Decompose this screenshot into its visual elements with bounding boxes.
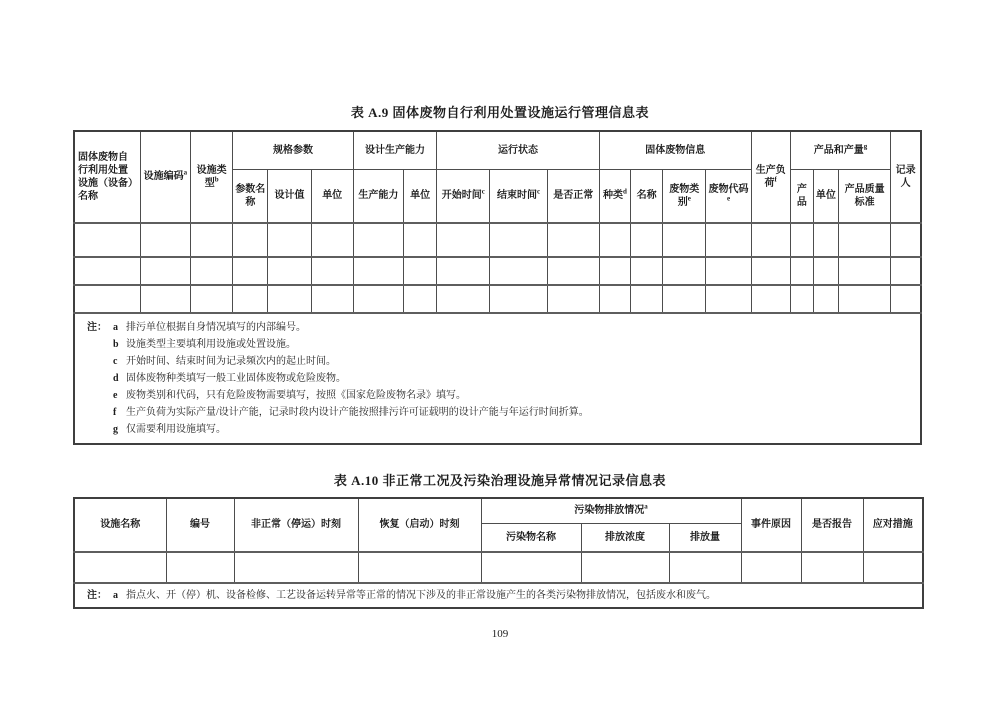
a9-empty-cell xyxy=(140,257,190,285)
note-marker: a xyxy=(113,322,118,333)
superscript-c: c xyxy=(481,187,485,196)
a9-col-product: 产品 xyxy=(790,169,813,223)
a10-col-recovery-start-time: 恢复（启动）时刻 xyxy=(358,498,481,552)
note-line xyxy=(87,353,914,370)
a9-empty-cell xyxy=(74,285,140,313)
a9-empty-cell xyxy=(268,257,311,285)
a10-col-emission-concentration: 排放浓度 xyxy=(581,523,669,552)
superscript-a: a xyxy=(644,502,648,511)
a10-group-emission: 污染物排放情况$^a$ xyxy=(481,498,741,523)
a9-empty-cell xyxy=(490,285,547,313)
a9-empty-cell xyxy=(353,257,403,285)
a9-empty-cell xyxy=(706,257,751,285)
a9-col-waste-code: 废物代码$^e$ xyxy=(706,169,751,223)
a9-empty-cell xyxy=(631,257,663,285)
note-line xyxy=(87,421,914,438)
a9-empty-cell xyxy=(140,223,190,257)
a9-empty-cell xyxy=(404,223,437,257)
a9-empty-cell xyxy=(790,223,813,257)
a9-empty-cell xyxy=(663,257,706,285)
note-marker: g xyxy=(113,424,118,435)
a10-col-facility-name: 设施名称 xyxy=(74,498,166,552)
a9-empty-cell xyxy=(191,223,233,257)
superscript-g: g xyxy=(863,142,868,151)
a9-empty-cell xyxy=(311,285,353,313)
a9-empty-row xyxy=(74,257,921,285)
a10-col-response-measures: 应对措施 xyxy=(863,498,923,552)
a9-empty-cell xyxy=(813,285,838,313)
a9-empty-cell xyxy=(353,285,403,313)
table-a10 xyxy=(73,497,924,609)
a9-empty-cell xyxy=(547,223,599,257)
note-line xyxy=(87,319,914,336)
a10-empty-cell xyxy=(863,552,923,583)
a10-col-is-reported: 是否报告 xyxy=(801,498,863,552)
a9-empty-cell xyxy=(74,223,140,257)
superscript-d: d xyxy=(623,187,627,196)
note-text: 生产负荷为实际产量/设计产能，记录时段内设计产能按照排污许可证载明的设计产能与年运行时间折算。 xyxy=(126,407,589,418)
note-line xyxy=(87,588,916,603)
note-marker: c xyxy=(113,356,118,367)
a9-empty-cell xyxy=(437,257,490,285)
a10-notes xyxy=(74,583,923,608)
a9-empty-cell xyxy=(891,285,921,313)
a9-empty-cell xyxy=(813,223,838,257)
a10-empty-cell xyxy=(166,552,234,583)
a10-notes-row xyxy=(74,583,923,608)
a9-empty-cell xyxy=(838,223,890,257)
a9-empty-row xyxy=(74,285,921,313)
a9-empty-cell xyxy=(437,223,490,257)
a9-empty-cell xyxy=(268,285,311,313)
a9-notes xyxy=(74,313,921,444)
note-marker: f xyxy=(113,407,117,418)
note-text: 指点火、开（停）机、设备检修、工艺设备运转异常等正常的情况下涉及的非正常设施产生的各类污染物排放情况，包括废水和废气。 xyxy=(126,590,716,601)
superscript-b: b xyxy=(214,175,219,184)
a9-empty-cell xyxy=(790,257,813,285)
table-a9-title: 表 A.9 固体废物自行利用处置设施运行管理信息表 xyxy=(350,105,650,120)
table-a9 xyxy=(73,130,922,445)
a9-empty-cell xyxy=(790,285,813,313)
note-label xyxy=(87,387,113,404)
a10-empty-cell xyxy=(741,552,801,583)
table-a10-title: 表 A.10 非正常工况及污染治理设施异常情况记录信息表 xyxy=(333,473,667,488)
a9-empty-cell xyxy=(490,223,547,257)
a9-col-is-normal: 是否正常 xyxy=(547,169,599,223)
a9-col-product-unit: 单位 xyxy=(813,169,838,223)
a9-empty-cell xyxy=(353,223,403,257)
a9-col-facility-code: 设施编码$^a$ xyxy=(140,131,190,223)
a9-empty-cell xyxy=(891,257,921,285)
a9-empty-cell xyxy=(838,285,890,313)
page-number: 109 xyxy=(491,628,509,640)
note-marker: e xyxy=(113,390,118,401)
a9-empty-cell xyxy=(706,285,751,313)
note-label xyxy=(87,353,113,370)
a9-col-waste-name: 名称 xyxy=(631,169,663,223)
a9-empty-cell xyxy=(437,285,490,313)
note-label xyxy=(87,404,113,421)
a9-empty-cell xyxy=(140,285,190,313)
a9-empty-cell xyxy=(838,257,890,285)
a9-empty-cell xyxy=(813,257,838,285)
a10-col-event-cause: 事件原因 xyxy=(741,498,801,552)
note-label xyxy=(87,336,113,353)
a9-empty-cell xyxy=(706,223,751,257)
note-line xyxy=(87,370,914,387)
superscript-f: f xyxy=(774,175,777,184)
a9-col-facility-name: 固体废物自行利用处置设施（设备）名称 xyxy=(74,131,140,223)
a9-col-capacity: 生产能力 xyxy=(353,169,403,223)
a9-col-start-time: 开始时间$^c$ xyxy=(437,169,490,223)
a9-group-product-output: 产品和产量$^g$ xyxy=(790,131,890,169)
a9-col-facility-type: 设施类型$^b$ xyxy=(191,131,233,223)
a9-col-recorder: 记录人 xyxy=(891,131,921,223)
note-text: 废物类别和代码，只有危险废物需要填写，按照《国家危险废物名录》填写。 xyxy=(126,390,466,401)
note-label xyxy=(87,370,113,387)
note-line xyxy=(87,336,914,353)
a9-empty-row xyxy=(74,223,921,257)
a9-empty-cell xyxy=(490,257,547,285)
a9-empty-cell xyxy=(74,257,140,285)
a9-col-capacity-unit: 单位 xyxy=(404,169,437,223)
note-label: 注： xyxy=(87,590,107,601)
a9-col-end-time: 结束时间$^c$ xyxy=(490,169,547,223)
a9-empty-cell xyxy=(599,223,630,257)
note-text: 固体废物种类填写一般工业固体废物或危险废物。 xyxy=(126,373,346,384)
a9-col-spec-unit: 单位 xyxy=(311,169,353,223)
a10-col-abnormal-stop-time: 非正常（停运）时刻 xyxy=(234,498,358,552)
a9-empty-cell xyxy=(268,223,311,257)
a9-empty-cell xyxy=(547,285,599,313)
a10-col-emission-amount: 排放量 xyxy=(669,523,741,552)
a9-empty-cell xyxy=(751,223,790,257)
note-text: 仅需要利用设施填写。 xyxy=(126,424,226,435)
a9-empty-cell xyxy=(547,257,599,285)
a9-empty-cell xyxy=(751,285,790,313)
a9-col-waste-category: 废物类别$^e$ xyxy=(663,169,706,223)
a9-empty-cell xyxy=(311,223,353,257)
note-line xyxy=(87,387,914,404)
note-label: 注： xyxy=(87,322,107,333)
superscript-e: e xyxy=(726,194,731,203)
note-label xyxy=(87,421,113,438)
a9-col-param-name: 参数名称 xyxy=(233,169,268,223)
a9-empty-cell xyxy=(233,285,268,313)
note-text: 排污单位根据自身情况填写的内部编号。 xyxy=(126,322,306,333)
a9-col-product-quality-std: 产品质量标准 xyxy=(838,169,890,223)
superscript-e: e xyxy=(687,194,691,203)
a10-empty-row xyxy=(74,552,923,583)
a9-empty-cell xyxy=(631,223,663,257)
a10-empty-cell xyxy=(234,552,358,583)
a10-empty-cell xyxy=(581,552,669,583)
a10-col-pollutant-name: 污染物名称 xyxy=(481,523,581,552)
a9-empty-cell xyxy=(891,223,921,257)
a9-empty-cell xyxy=(631,285,663,313)
a9-empty-cell xyxy=(404,285,437,313)
a9-empty-cell xyxy=(663,223,706,257)
note-text: 开始时间、结束时间为记录频次内的起止时间。 xyxy=(126,356,336,367)
note-marker: d xyxy=(113,373,119,384)
a9-group-run-status: 运行状态 xyxy=(437,131,600,169)
note-marker: b xyxy=(113,339,119,350)
a10-empty-cell xyxy=(669,552,741,583)
a9-empty-cell xyxy=(599,257,630,285)
a9-empty-cell xyxy=(751,257,790,285)
a9-empty-cell xyxy=(191,257,233,285)
a9-empty-cell xyxy=(404,257,437,285)
a9-col-production-load: 生产负荷$^f$ xyxy=(751,131,790,223)
a10-empty-cell xyxy=(481,552,581,583)
a9-empty-cell xyxy=(599,285,630,313)
a9-empty-cell xyxy=(311,257,353,285)
a9-empty-cell xyxy=(663,285,706,313)
a10-empty-cell xyxy=(74,552,166,583)
note-line xyxy=(87,404,914,421)
note-text: 设施类型主要填利用设施或处置设施。 xyxy=(126,339,296,350)
a9-group-design-capacity: 设计生产能力 xyxy=(353,131,436,169)
superscript-a: a xyxy=(183,169,188,178)
a10-empty-cell xyxy=(801,552,863,583)
a10-empty-cell xyxy=(358,552,481,583)
a10-col-code: 编号 xyxy=(166,498,234,552)
a9-group-spec-params: 规格参数 xyxy=(233,131,354,169)
a9-col-waste-kind: 种类$^d$ xyxy=(599,169,630,223)
superscript-c: c xyxy=(537,187,541,196)
a9-empty-cell xyxy=(233,257,268,285)
a9-col-design-value: 设计值 xyxy=(268,169,311,223)
a9-empty-cell xyxy=(191,285,233,313)
a9-group-waste-info: 固体废物信息 xyxy=(599,131,751,169)
note-marker: a xyxy=(113,590,118,601)
a9-empty-cell xyxy=(233,223,268,257)
a9-notes-row xyxy=(74,313,921,444)
